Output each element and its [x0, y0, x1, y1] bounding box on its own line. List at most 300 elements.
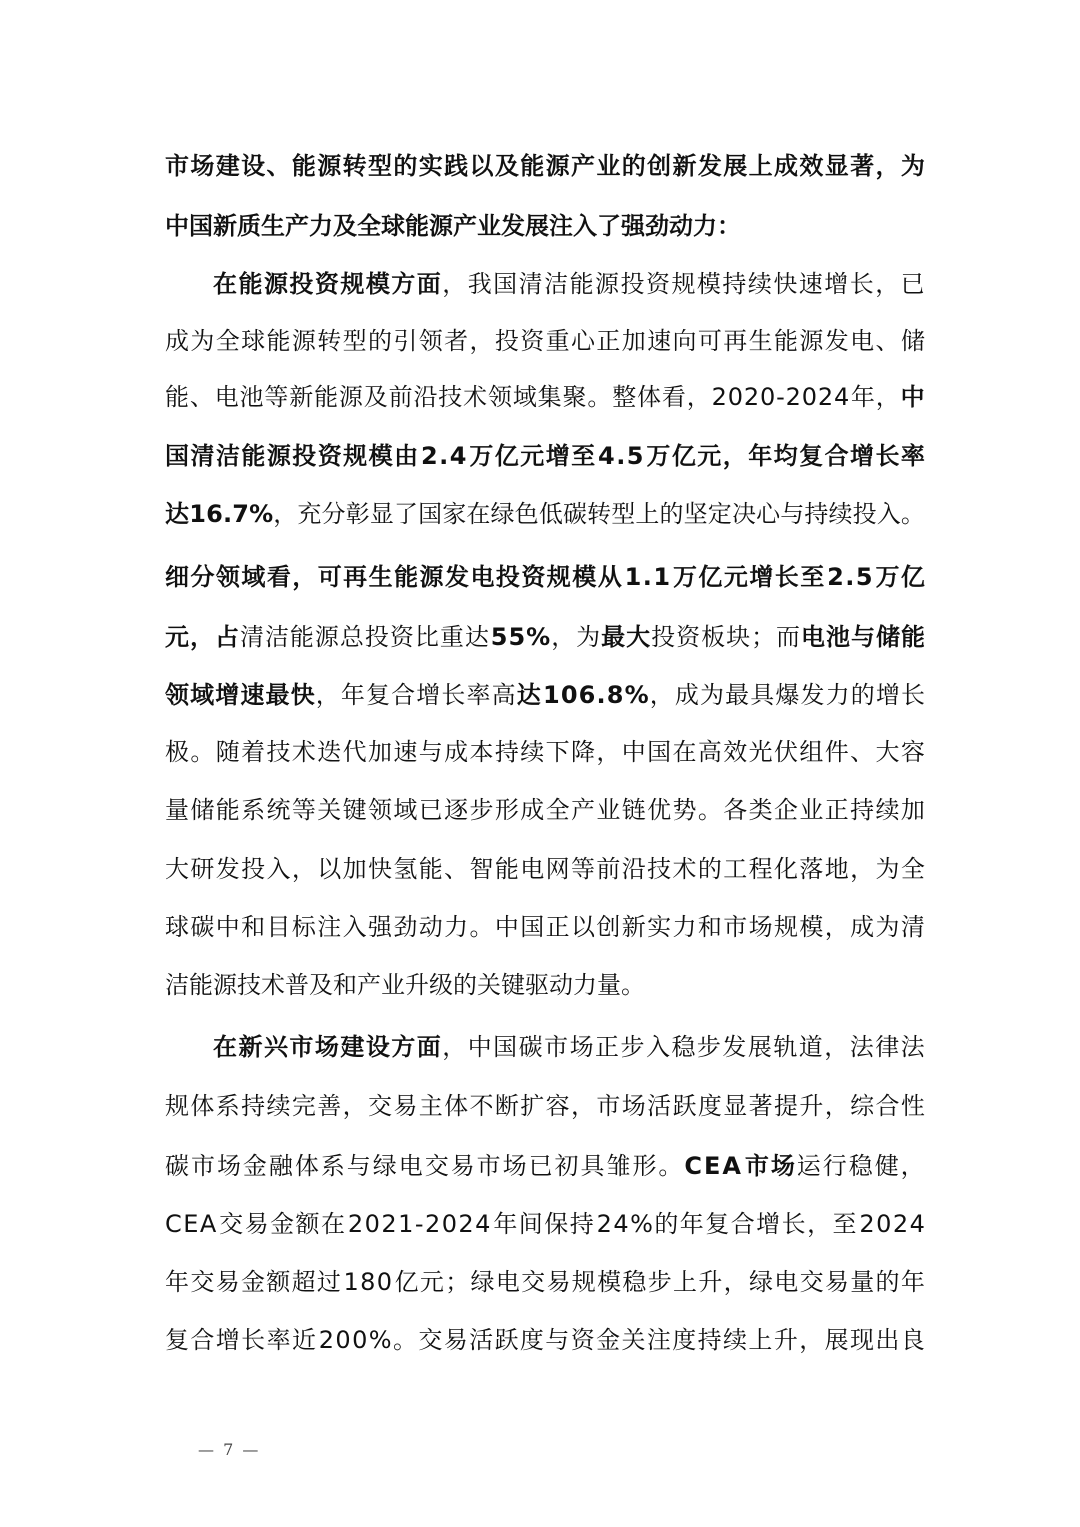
text-char: 投 [651, 623, 676, 651]
text-char: 储 [900, 327, 925, 355]
text-char: 力 [309, 212, 333, 240]
text-char: A [199, 1210, 217, 1238]
text-char: 金 [596, 1326, 621, 1354]
text-char: 快 [368, 855, 392, 883]
text-char: 度 [697, 1092, 722, 1120]
text-char: 驱 [525, 971, 549, 999]
text-char: 技 [647, 855, 672, 883]
text-char: 成 [520, 796, 545, 824]
text-char: 市 [289, 1033, 314, 1061]
text-char: 增 [850, 442, 875, 470]
text-char: 形 [632, 1152, 657, 1180]
text-char: 领 [368, 796, 392, 824]
text-char: 伏 [774, 738, 798, 766]
text-char: 程 [748, 855, 773, 883]
text-char: 元 [419, 1268, 444, 1296]
text-char: 及 [363, 383, 388, 411]
text-char: 8 [606, 681, 624, 709]
text-char: 电 [214, 383, 239, 411]
text-char: 4 [475, 1210, 491, 1238]
text-char: 资 [645, 270, 670, 298]
text-char: . [616, 442, 626, 470]
text-char: 块 [726, 623, 751, 651]
text-char: 量 [850, 1268, 875, 1296]
text-char: 4 [613, 1210, 629, 1238]
text-char: 交 [190, 1268, 215, 1296]
text-char: 在 [672, 738, 697, 766]
text-char: 聚 [562, 383, 587, 411]
text-char: 与 [346, 1152, 371, 1180]
text-char: 、 [875, 327, 900, 355]
text-char: 入 [645, 1033, 670, 1061]
text-char: 创 [596, 913, 621, 941]
text-char: 8 [360, 1268, 376, 1296]
text-char: - [414, 1210, 424, 1238]
text-char: 已 [528, 1152, 553, 1180]
text-char: 的 [453, 971, 477, 999]
text-char: 转 [342, 152, 367, 180]
text-char: 效 [799, 152, 824, 180]
text-char: 方 [391, 1033, 416, 1061]
text-char: 源 [266, 442, 291, 470]
text-char: C [165, 1210, 182, 1238]
text-char: 1 [653, 563, 671, 591]
text-char: 主 [418, 1092, 443, 1120]
text-char: 的 [659, 500, 684, 528]
text-char: . [222, 500, 233, 528]
text-char: 亿 [671, 442, 696, 470]
text-char: 出 [875, 1326, 900, 1354]
text-line [165, 380, 925, 414]
text-char: 市 [544, 1033, 569, 1061]
text-char: 动 [669, 212, 693, 240]
text-char: 续 [520, 738, 545, 766]
text-char: 池 [239, 383, 264, 411]
text-char: 复 [165, 1326, 189, 1354]
text-char: ， [189, 623, 214, 651]
text-char: 投 [495, 563, 520, 591]
text-char: 4 [833, 383, 850, 411]
text-char: 分 [190, 563, 215, 591]
text-char: 产 [357, 971, 381, 999]
text-char: 目 [266, 913, 291, 941]
text-char: 工 [723, 855, 748, 883]
text-line [165, 735, 925, 769]
text-char: 关 [317, 796, 342, 824]
text-char: 步 [469, 796, 494, 824]
text-char: 最 [725, 681, 750, 709]
text-char: 健 [874, 1152, 899, 1180]
text-char: 可 [317, 563, 342, 591]
text-char: 动 [418, 913, 443, 941]
text-char: 可 [697, 327, 722, 355]
text-char: 场 [502, 1152, 527, 1180]
text-char: 强 [621, 212, 645, 240]
text-char: 不 [469, 1092, 494, 1120]
text-char: 量 [597, 971, 621, 999]
text-char: 及 [333, 212, 357, 240]
text-char: 。 [697, 796, 722, 824]
text-char: 亿 [494, 442, 519, 470]
text-char: 轨 [773, 1033, 798, 1061]
text-char: 稳 [622, 1268, 647, 1296]
text-char: 展 [525, 212, 549, 240]
text-line [165, 439, 925, 473]
text-char: 扩 [520, 1092, 545, 1120]
text-char: 速 [647, 327, 672, 355]
text-char: 能 [394, 563, 419, 591]
text-char: 储 [190, 796, 215, 824]
text-char: 投 [852, 500, 877, 528]
text-char: 2 [347, 1210, 364, 1238]
text-char: 能 [291, 152, 316, 180]
text-char: 0 [335, 1326, 351, 1354]
text-char: 源 [419, 563, 444, 591]
text-char: 万 [875, 563, 900, 591]
text-char: 心 [571, 327, 595, 355]
text-char: 地 [824, 855, 849, 883]
text-char: 源 [338, 383, 363, 411]
text-char: ， [875, 152, 900, 180]
text-char: ， [273, 500, 298, 528]
text-char: 2 [827, 563, 844, 591]
text-char: 投 [364, 623, 389, 651]
text-char: 现 [849, 1326, 874, 1354]
text-char: 度 [672, 1326, 697, 1354]
text-char: 和 [697, 913, 722, 941]
text-char: 球 [241, 327, 266, 355]
text-char: 金 [270, 1210, 295, 1238]
text-char: ， [469, 327, 494, 355]
text-char: 长 [241, 1326, 266, 1354]
text-char: 4 [909, 1210, 925, 1238]
text-char: 系 [320, 1152, 345, 1180]
text-char: ， [824, 1092, 849, 1120]
text-char: 源 [317, 152, 342, 180]
text-char: 能 [165, 383, 189, 411]
text-char: 持 [697, 1326, 722, 1354]
text-char: 亿 [394, 1268, 419, 1296]
text-char: 前 [596, 855, 621, 883]
text-char: 至 [800, 563, 825, 591]
text-char: 持 [241, 1092, 266, 1120]
text-char: ， [850, 855, 875, 883]
text-char: 市 [596, 1092, 621, 1120]
text-char: 0 [727, 383, 743, 411]
text-char: 力 [444, 913, 469, 941]
text-char: 业 [596, 152, 621, 180]
text-char: 的 [654, 1210, 679, 1238]
text-char: 强 [368, 913, 392, 941]
text-char: 清 [190, 442, 215, 470]
text-char: 跃 [672, 1092, 697, 1120]
text-line [165, 149, 925, 183]
text-char: % [624, 681, 649, 709]
text-char: 电 [398, 1152, 423, 1180]
text-char: 交 [219, 1210, 244, 1238]
text-char: 等 [571, 855, 595, 883]
text-char: 5 [508, 623, 526, 651]
text-char: 入 [266, 855, 291, 883]
text-line [213, 267, 925, 301]
text-char: 道 [798, 1033, 823, 1061]
text-char: 步 [696, 1033, 721, 1061]
text-char: 金 [240, 1268, 265, 1296]
text-char: 源 [545, 152, 570, 180]
text-char: ， [315, 681, 340, 709]
text-char: 上 [635, 500, 660, 528]
text-char: 全 [900, 855, 925, 883]
text-char: 源 [263, 270, 288, 298]
text-char: 网 [545, 855, 570, 883]
text-char: 为 [190, 327, 215, 355]
text-char: 合 [875, 1092, 900, 1120]
text-char: 市 [744, 1152, 769, 1180]
text-char: 落 [799, 855, 824, 883]
text-char: 标 [291, 913, 316, 941]
text-char: 以 [571, 913, 595, 941]
text-char: 加 [621, 327, 646, 355]
text-char: 技 [266, 738, 291, 766]
text-char: 规 [571, 1268, 596, 1296]
text-char: 2 [596, 1210, 612, 1238]
text-char: 断 [494, 1092, 519, 1120]
text-char: 能 [520, 152, 545, 180]
text-char: 规 [671, 270, 696, 298]
text-char: 合 [391, 681, 416, 709]
text-char: ， [875, 270, 900, 298]
text-char: 快 [773, 270, 798, 298]
text-char: 增 [215, 1326, 240, 1354]
text-char: 升 [799, 1092, 824, 1120]
text-char: 0 [441, 1210, 457, 1238]
text-char: 技 [237, 971, 261, 999]
text-char: 速 [393, 738, 418, 766]
text-char: 在 [466, 500, 491, 528]
text-char: 年 [679, 1210, 704, 1238]
text-char: 术 [291, 738, 316, 766]
text-char: 域 [190, 681, 215, 709]
text-char: 碳 [190, 913, 215, 941]
text-char: 发 [722, 1033, 747, 1061]
text-char: 力 [825, 681, 850, 709]
text-char: 续 [875, 796, 900, 824]
text-char: 规 [343, 442, 368, 470]
text-char: 电 [470, 563, 495, 591]
text-char: 源 [429, 212, 453, 240]
text-char: 容 [900, 738, 925, 766]
text-char: 合 [730, 1210, 755, 1238]
text-char: 为 [900, 152, 925, 180]
text-char: 0 [759, 383, 776, 411]
text-char: ， [551, 623, 576, 651]
text-line [165, 852, 925, 886]
text-char: 沿 [413, 383, 438, 411]
text-char: 清 [239, 623, 264, 651]
text-char: 运 [796, 1152, 821, 1180]
text-char: 复 [705, 1210, 730, 1238]
text-char: 年 [165, 1268, 189, 1296]
text-char: 率 [466, 681, 491, 709]
text-char: 增 [545, 442, 570, 470]
text-char: 4 [598, 442, 615, 470]
text-char: 为 [875, 855, 900, 883]
text-char: ， [824, 913, 849, 941]
text-char: 看 [661, 383, 686, 411]
text-char: 面 [416, 270, 441, 298]
text-char: 至 [832, 1210, 857, 1238]
text-char: 碳 [518, 1033, 543, 1061]
text-char: ； [751, 623, 776, 651]
text-char: ， [442, 270, 467, 298]
text-char: 实 [647, 913, 672, 941]
text-char: 球 [165, 913, 189, 941]
text-char: 年 [850, 383, 875, 411]
text-char: 我 [467, 270, 492, 298]
text-char: 规 [774, 913, 798, 941]
text-char: 资 [521, 563, 546, 591]
text-char: 体 [444, 1092, 469, 1120]
text-char: 法 [900, 1033, 925, 1061]
text-char: 易 [244, 1210, 269, 1238]
text-char: 长 [774, 563, 799, 591]
text-char: 整 [612, 383, 637, 411]
text-char: ， [342, 1092, 367, 1120]
text-char: 元 [165, 623, 189, 651]
text-char: 新 [672, 152, 697, 180]
text-char: 发 [800, 681, 825, 709]
text-char: 实 [418, 152, 443, 180]
text-char: 均 [773, 442, 798, 470]
text-char: E [703, 1152, 721, 1180]
text-char: 量 [165, 796, 189, 824]
text-char: 长 [900, 681, 925, 709]
text-line [165, 1265, 925, 1299]
text-char: 中 [165, 212, 189, 240]
text-char: 持 [494, 738, 519, 766]
text-char: 模 [799, 913, 824, 941]
text-line [213, 1030, 925, 1064]
text-char: 发 [444, 563, 469, 591]
text-char: 展 [747, 1033, 772, 1061]
text-char: 易 [443, 1326, 468, 1354]
text-char: 成 [850, 913, 875, 941]
text-line [165, 324, 925, 358]
text-char: 规 [340, 270, 365, 298]
text-char: 0 [364, 1210, 380, 1238]
text-char: 色 [514, 500, 539, 528]
text-char: ， [596, 738, 621, 766]
text-char: 中 [215, 913, 240, 941]
text-char: 由 [394, 442, 419, 470]
text-char: 洁 [215, 442, 240, 470]
text-char: 域 [393, 796, 418, 824]
text-char: ， [799, 1326, 824, 1354]
text-char: 良 [900, 1326, 925, 1354]
text-char: 易 [450, 1152, 475, 1180]
text-char: 建 [340, 1033, 365, 1061]
text-char: 规 [165, 1092, 189, 1120]
text-char: 创 [647, 152, 672, 180]
text-char: 增 [824, 270, 849, 298]
text-char: 彰 [345, 500, 370, 528]
text-char: 。 [469, 913, 494, 941]
text-char: 金 [242, 1152, 267, 1180]
text-char: 已 [418, 796, 443, 824]
text-char: ， [722, 442, 747, 470]
text-char: 了 [597, 212, 621, 240]
text-char: 增 [749, 563, 774, 591]
text-char: 键 [501, 971, 525, 999]
text-char: 加 [368, 738, 392, 766]
text-line [165, 910, 925, 944]
text-char: 中 [467, 1033, 492, 1061]
text-char: 6 [578, 681, 596, 709]
text-char: 分 [321, 500, 346, 528]
text-char: 在 [213, 1033, 237, 1061]
text-char: 元 [697, 442, 722, 470]
text-char: 形 [494, 796, 519, 824]
text-char: 正 [596, 327, 621, 355]
text-char: 5 [855, 563, 873, 591]
text-char: 清 [518, 270, 543, 298]
text-char: 以 [317, 855, 342, 883]
text-char: 的 [850, 681, 875, 709]
text-char: 领 [215, 563, 240, 591]
text-char: 大 [875, 738, 900, 766]
text-char: 6 [206, 500, 223, 528]
text-char: 交 [521, 1268, 546, 1296]
text-char: 年 [493, 1210, 518, 1238]
text-char: 等 [264, 383, 289, 411]
text-char: 能 [241, 442, 266, 470]
text-char: 投 [241, 855, 266, 883]
text-char: 能 [494, 855, 519, 883]
text-char: 2 [458, 1210, 474, 1238]
text-char: 市 [476, 1152, 501, 1180]
text-char: 碳 [165, 1152, 189, 1180]
text-char: 、 [189, 383, 214, 411]
text-char: 、 [444, 855, 469, 883]
text-char: 正 [824, 796, 849, 824]
text-char: 沿 [621, 855, 646, 883]
text-char: 低 [538, 500, 563, 528]
text-char: 统 [266, 796, 291, 824]
text-char: 型 [342, 327, 367, 355]
text-char: 5 [626, 442, 644, 470]
text-char: 注 [317, 913, 342, 941]
text-char: 的 [875, 1268, 900, 1296]
text-char: 1 [398, 1210, 414, 1238]
text-char: 与 [545, 1326, 570, 1354]
text-char: 系 [215, 1092, 240, 1120]
text-char: 池 [826, 623, 851, 651]
text-char: 迭 [317, 738, 342, 766]
text-char: 注 [549, 212, 573, 240]
text-char: 4 [449, 442, 467, 470]
text-char: 为 [875, 913, 900, 941]
text-char: 7 [232, 500, 249, 528]
text-char: 和 [241, 913, 266, 941]
text-char: 电 [495, 1268, 520, 1296]
text-char: 力 [693, 212, 717, 240]
text-char: 达 [464, 623, 489, 651]
text-char: 投 [289, 270, 314, 298]
text-char: 普 [285, 971, 309, 999]
text-char: 的 [621, 152, 646, 180]
text-char: 持 [722, 270, 747, 298]
text-char: 融 [268, 1152, 293, 1180]
